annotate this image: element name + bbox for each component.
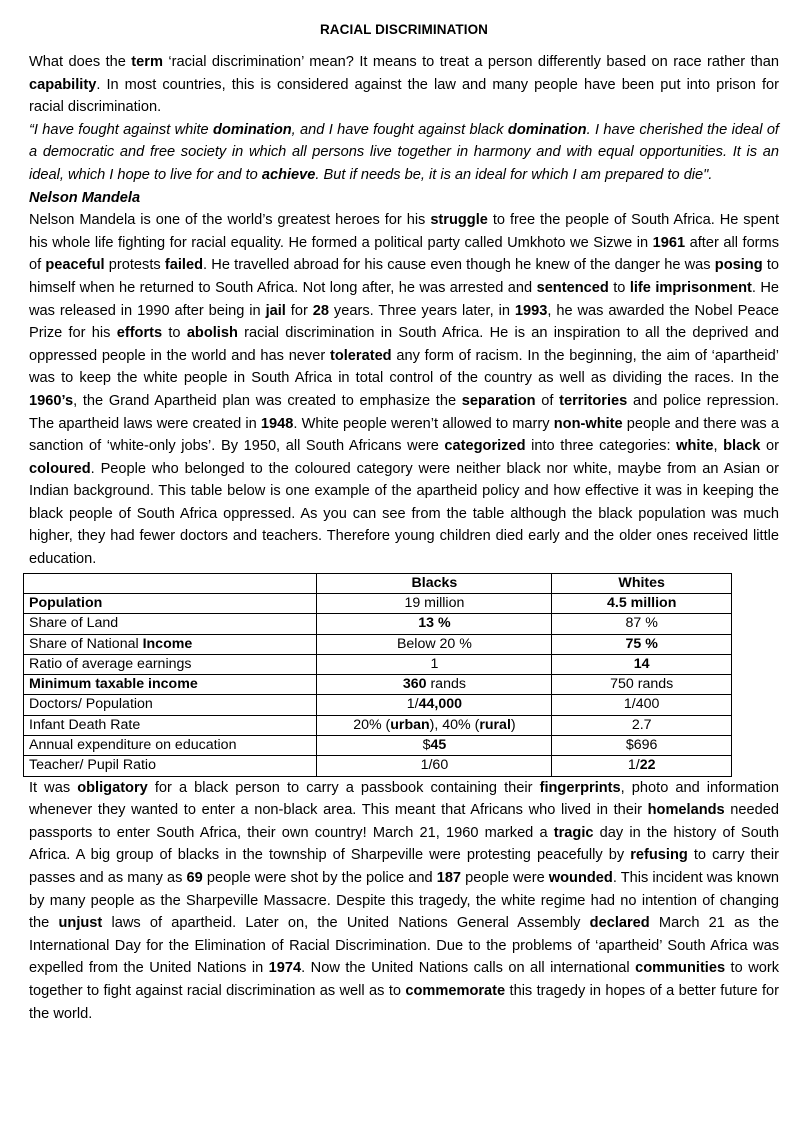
row-label: Teacher/ Pupil Ratio xyxy=(24,756,317,776)
blacks-cell: $45 xyxy=(317,736,552,756)
bold-term: white xyxy=(676,438,714,455)
table-row xyxy=(24,675,732,695)
bold-term: 1960’s xyxy=(29,392,74,409)
whites-cell: $696 xyxy=(552,736,732,756)
bold-term: homelands xyxy=(647,802,725,819)
whites-cell: 2.7 xyxy=(552,715,732,735)
bold-term: categorized xyxy=(444,438,526,455)
whites-cell: 87 % xyxy=(552,614,732,634)
table-row xyxy=(24,634,732,654)
bold-term: tolerated xyxy=(329,347,392,364)
bold-term: capability xyxy=(29,76,97,93)
bold-term: 13 % xyxy=(418,615,451,632)
whites-cell: 750 rands xyxy=(552,675,732,695)
bold-term: domination xyxy=(213,121,292,138)
blacks-cell: 1/44,000 xyxy=(317,695,552,715)
mandela-quote: “I have fought against white domination, and I have fought against black domination. I have cherished the ideal of a democratic and free society in which all persons live together in harmony and with equal opportunities. It is an ideal, which I hope to live for and to achieve. But if needs be, it is an ideal for which I am prepared to die". xyxy=(29,121,779,183)
quote-author: Nelson Mandela xyxy=(29,189,141,206)
bold-term: rural xyxy=(479,716,511,733)
bold-term: non-white xyxy=(553,415,623,432)
blacks-cell: 19 million xyxy=(317,593,552,613)
bold-term: 1961 xyxy=(652,234,686,251)
bold-term: 1948 xyxy=(260,415,294,432)
bold-term: separation xyxy=(461,392,536,409)
bold-term: Population xyxy=(29,594,103,611)
blacks-cell: 1 xyxy=(317,654,552,674)
table-row xyxy=(24,695,732,715)
blacks-cell: 1/60 xyxy=(317,756,552,776)
intro-paragraph: What does the term ‘racial discrimination’ mean? It means to treat a person differently based on race rather than capability. In most countries, this is considered against the law and many people have been put into prison for racial discrimination. xyxy=(29,54,779,116)
bold-term: commemorate xyxy=(405,982,506,999)
bold-term: 75 % xyxy=(625,635,658,652)
table-row xyxy=(24,614,732,634)
bold-term: failed xyxy=(164,257,204,274)
bold-term: communities xyxy=(635,960,726,977)
row-label xyxy=(24,675,317,695)
closing-paragraph: It was obligatory for a black person to carry a passbook containing their fingerprints, photo and information whenever they wanted to enter a non-black area. This meant that Africans who lived in their homelands needed passports to enter South Africa, their own country! March 21, 1960 marked a tragic day in the history of South Africa. A big group of blacks in the township of Sharpeville were protesting peacefully by refusing to carry their passes and as many as 69 people were shot by the police and 187 people were wounded. This incident was known by many people as the Sharpeville Massacre. Despite this tragedy, the white regime had no intention of changing the unjust laws of apartheid. Later on, the United Nations General Assembly declared March 21 as the International Day for the Elimination of Racial Discrimination. Due to the problems of ‘apartheid’ South Africa was expelled from the United Nations in 1974. Now the United Nations calls on all international communities to work together to fight against racial discrimination as well as to commemorate this tragedy in hopes of a better future for the world. xyxy=(29,779,780,1022)
bold-term: 4.5 million xyxy=(606,594,677,611)
table-row xyxy=(24,654,732,674)
bold-term: abolish xyxy=(186,325,238,342)
body-paragraph: Nelson Mandela is one of the world’s greatest heroes for his struggle to free the people of South Africa. He spent his whole life fighting for racial equality. He formed a political party called Umkhoto we Sizwe in 1961 after all forms of peaceful protests failed. He travelled abroad for his cause even though he knew of the danger he was posing to himself when he returned to South Africa. Not long after, he was arrested and sentenced to life imprisonment. He was released in 1990 after being in jail for 28 years. Three years later, in 1993, he was awarded the Nobel Peace Prize for his efforts to abolish racial discrimination in South Africa. He is an inspiration to all the deprived and oppressed people in the world and has never tolerated any form of racism. In the beginning, the aim of ‘apartheid’ was to keep the white people in South Africa in total control of the country as well as dividing the races. In the 1960’s, the Grand Apartheid plan was created to emphasize the separation of territories and police repression. The apartheid laws were created in 1948. White people weren’t allowed to marry non-white people and there was a sanction of ‘white-only jobs’. By 1950, all South Africans were categorized into three categories: white, black or coloured. People who belonged to the coloured category were neither black nor white, maybe from an Asian or Indian background. This table below is one example of the apartheid policy and how effective it was in keeping the black people of South Africa oppressed. As you can see from the table although the black population was much higher, they had fewer doctors and teachers. Therefore young children died early and the older ones received little education. xyxy=(29,212,780,568)
whites-cell xyxy=(552,654,732,674)
row-label xyxy=(24,593,317,613)
header-cell-category xyxy=(24,573,317,593)
bold-term: wounded xyxy=(548,870,613,886)
bold-term: obligatory xyxy=(77,779,148,796)
whites-cell: 1/400 xyxy=(552,695,732,715)
page-title: RACIAL DISCRIMINATION xyxy=(319,22,489,37)
row-label: Annual expenditure on education xyxy=(24,736,317,756)
bold-term: jail xyxy=(265,302,286,319)
row-label: Infant Death Rate xyxy=(24,715,317,735)
blacks-cell xyxy=(317,614,552,634)
bold-term: 187 xyxy=(436,870,462,886)
whites-cell: 1/22 xyxy=(552,756,732,776)
bold-term: Income xyxy=(142,635,193,652)
bold-term: 22 xyxy=(639,757,656,774)
bold-term: Minimum taxable income xyxy=(29,676,198,693)
row-label: Ratio of average earnings xyxy=(24,654,317,674)
bold-term: territories xyxy=(559,392,628,409)
bold-term: urban xyxy=(390,716,430,733)
table-header-row xyxy=(24,573,732,593)
bold-term: domination xyxy=(507,121,587,138)
blacks-cell: 20% (urban), 40% (rural) xyxy=(317,715,552,735)
bold-term: 360 xyxy=(402,676,427,693)
row-label: Doctors/ Population xyxy=(24,695,317,715)
bold-term: refusing xyxy=(630,847,688,864)
header-cell-whites: Whites xyxy=(552,573,732,593)
bold-term: 45 xyxy=(430,737,447,754)
bold-term: 28 xyxy=(312,302,329,319)
bold-term: fingerprints xyxy=(539,779,621,796)
bold-term: unjust xyxy=(58,915,103,932)
bold-term: achieve xyxy=(261,166,316,183)
bold-term: declared xyxy=(589,915,650,932)
header-cell-blacks: Blacks xyxy=(317,573,552,593)
table-row xyxy=(24,756,732,776)
bold-term: sentenced xyxy=(536,279,609,296)
bold-term: black xyxy=(723,438,761,455)
bold-term: term xyxy=(131,54,163,70)
bold-term: peaceful xyxy=(45,257,105,274)
bold-term: 1993 xyxy=(514,302,548,319)
bold-term: 14 xyxy=(633,655,650,672)
bold-term: 1974 xyxy=(268,960,302,977)
whites-cell xyxy=(552,593,732,613)
blacks-cell: 360 rands xyxy=(317,675,552,695)
bold-term: efforts xyxy=(116,325,163,342)
table-row xyxy=(24,736,732,756)
row-label: Share of National Income xyxy=(24,634,317,654)
whites-cell xyxy=(552,634,732,654)
bold-term: posing xyxy=(714,257,763,274)
bold-term: tragic xyxy=(553,824,594,841)
bold-term: life imprisonment xyxy=(629,279,752,296)
bold-term: coloured xyxy=(29,460,91,477)
blacks-cell: Below 20 % xyxy=(317,634,552,654)
row-label: Share of Land xyxy=(24,614,317,634)
apartheid-comparison-table xyxy=(23,573,732,777)
table-row xyxy=(24,715,732,735)
bold-term: struggle xyxy=(430,212,488,229)
bold-term: 69 xyxy=(186,870,203,886)
table-row xyxy=(24,593,732,613)
bold-term: 44,000 xyxy=(418,696,463,713)
